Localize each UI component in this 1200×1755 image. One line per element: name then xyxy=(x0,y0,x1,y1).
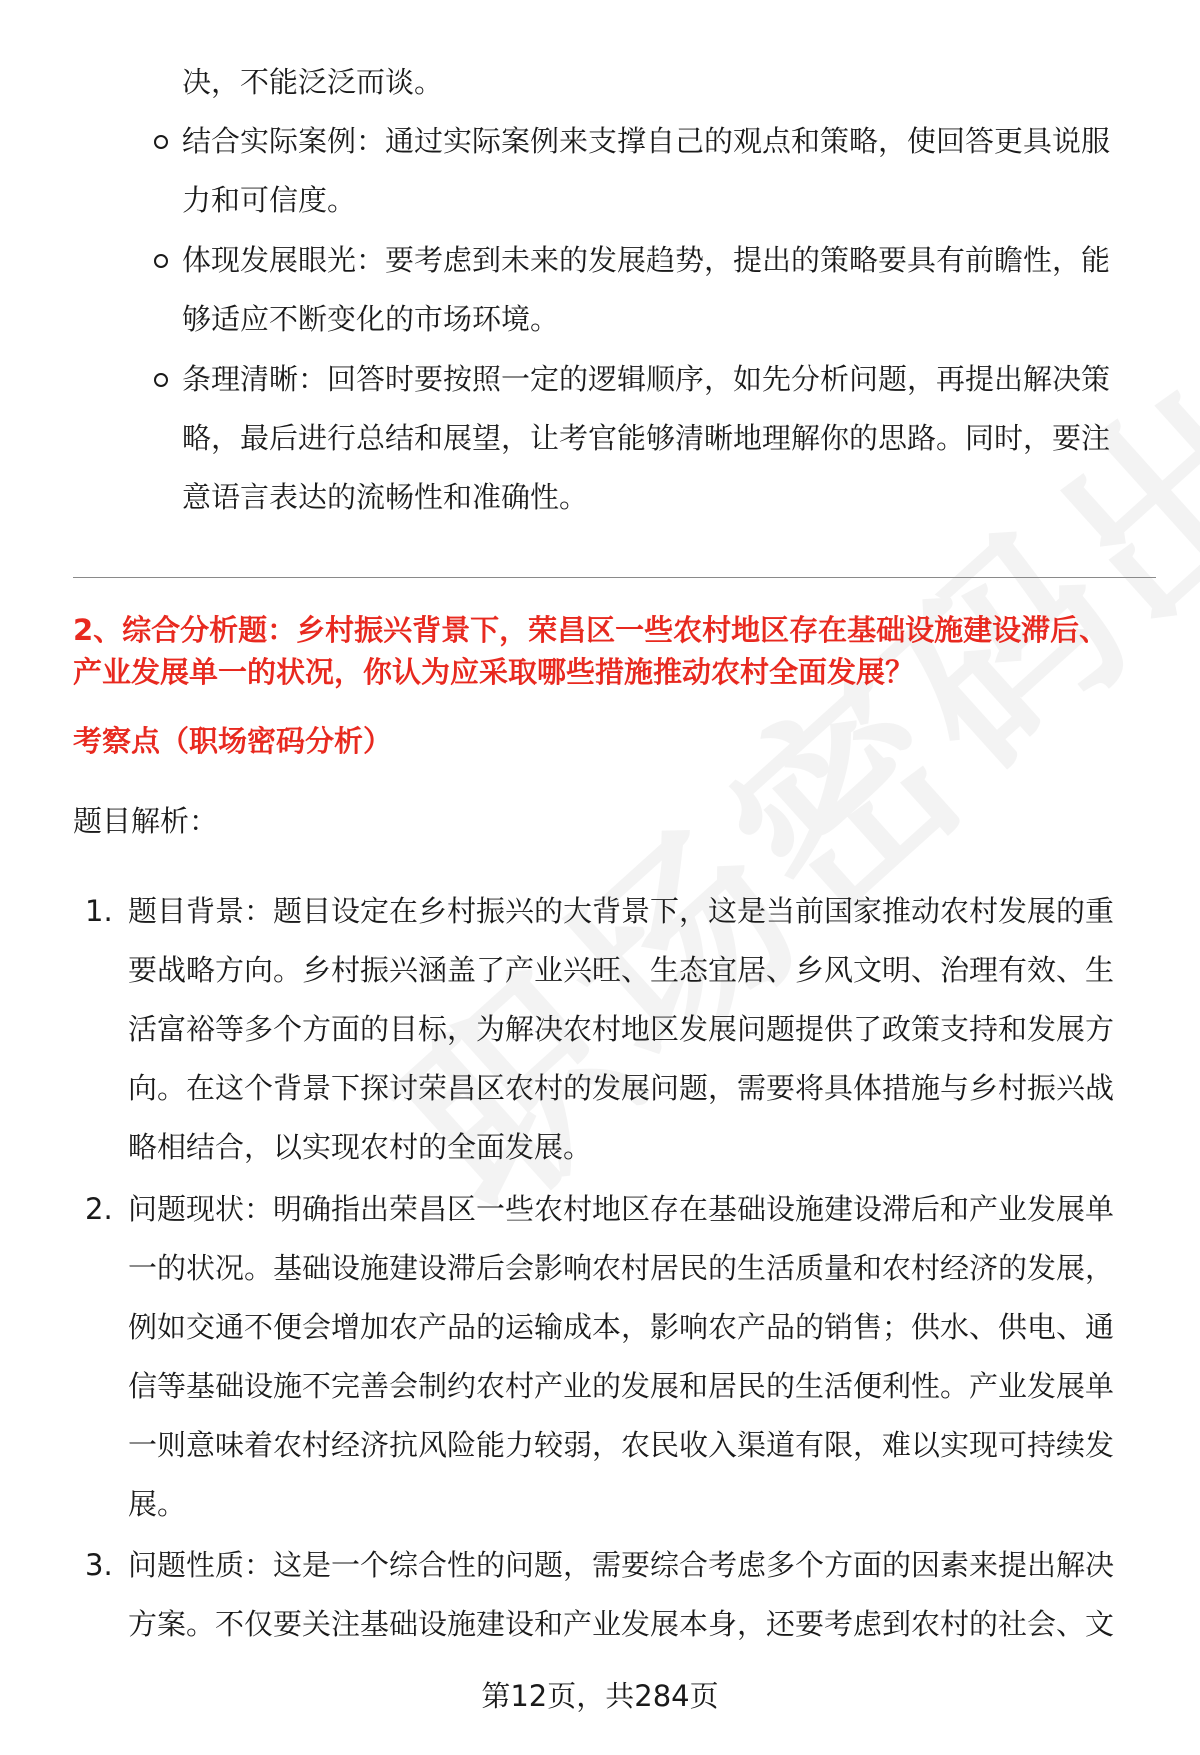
item-line: 方案。不仅要关注基础设施建设和产业发展本身，还要考虑到农村的社会、文 xyxy=(128,1607,1115,1641)
bullet-line: 决，不能泛泛而谈。 xyxy=(182,65,444,99)
bullet-line: 力和可信度。 xyxy=(182,183,357,217)
bullet-marker xyxy=(154,135,168,149)
item-line: 一则意味着农村经济抗风险能力较弱，农民收入渠道有限，难以实现可持续发 xyxy=(128,1428,1115,1462)
item-line: 例如交通不便会增加农产品的运输成本，影响农产品的销售；供水、供电、通 xyxy=(128,1310,1115,1344)
question-heading-line: 2、综合分析题：乡村振兴背景下，荣昌区一些农村地区存在基础设施建设滞后、 xyxy=(73,613,1109,647)
item-line: 略相结合，以实现农村的全面发展。 xyxy=(128,1130,593,1164)
item-line: 活富裕等多个方面的目标，为解决农村地区发展问题提供了政策支持和发展方 xyxy=(128,1012,1115,1046)
item-line: 要战略方向。乡村振兴涵盖了产业兴旺、生态宜居、乡风文明、治理有效、生 xyxy=(128,953,1115,987)
bullet-line: 意语言表达的流畅性和准确性。 xyxy=(182,480,589,514)
analysis-heading: 题目解析： xyxy=(73,804,219,838)
item-line: 一的状况。基础设施建设滞后会影响农村居民的生活质量和农村经济的发展， xyxy=(128,1251,1115,1285)
bullet-line: 略，最后进行总结和展望，让考官能够清晰地理解你的思路。同时，要注 xyxy=(182,421,1111,455)
item-line: 信等基础设施不完善会制约农村产业的发展和居民的生活便利性。产业发展单 xyxy=(128,1369,1115,1403)
item-line: 展。 xyxy=(128,1487,187,1521)
focus-heading: 考察点（职场密码分析） xyxy=(73,724,393,758)
item-line: 题目背景：题目设定在乡村振兴的大背景下，这是当前国家推动农村发展的重 xyxy=(128,894,1115,928)
item-number: 3. xyxy=(85,1548,113,1582)
item-line: 向。在这个背景下探讨荣昌区农村的发展问题，需要将具体措施与乡村振兴战 xyxy=(128,1071,1115,1105)
item-line: 问题现状：明确指出荣昌区一些农村地区存在基础设施建设滞后和产业发展单 xyxy=(128,1192,1115,1226)
bullet-line: 结合实际案例：通过实际案例来支撑自己的观点和策略，使回答更具说服 xyxy=(182,124,1111,158)
section-divider xyxy=(73,577,1156,578)
item-number: 1. xyxy=(85,894,113,928)
item-number: 2. xyxy=(85,1192,113,1226)
bullet-marker xyxy=(154,373,168,387)
bullet-line: 体现发展眼光：要考虑到未来的发展趋势，提出的策略要具有前瞻性，能 xyxy=(182,243,1111,277)
item-line: 问题性质：这是一个综合性的问题，需要综合考虑多个方面的因素来提出解决 xyxy=(128,1548,1115,1582)
question-heading-line: 产业发展单一的状况，你认为应采取哪些措施推动农村全面发展？ xyxy=(73,655,915,689)
bullet-line: 够适应不断变化的市场环境。 xyxy=(182,302,560,336)
bullet-marker xyxy=(154,254,168,268)
page-footer: 第12页，共284页 xyxy=(481,1679,719,1713)
bullet-line: 条理清晰：回答时要按照一定的逻辑顺序，如先分析问题，再提出解决策 xyxy=(182,362,1111,396)
